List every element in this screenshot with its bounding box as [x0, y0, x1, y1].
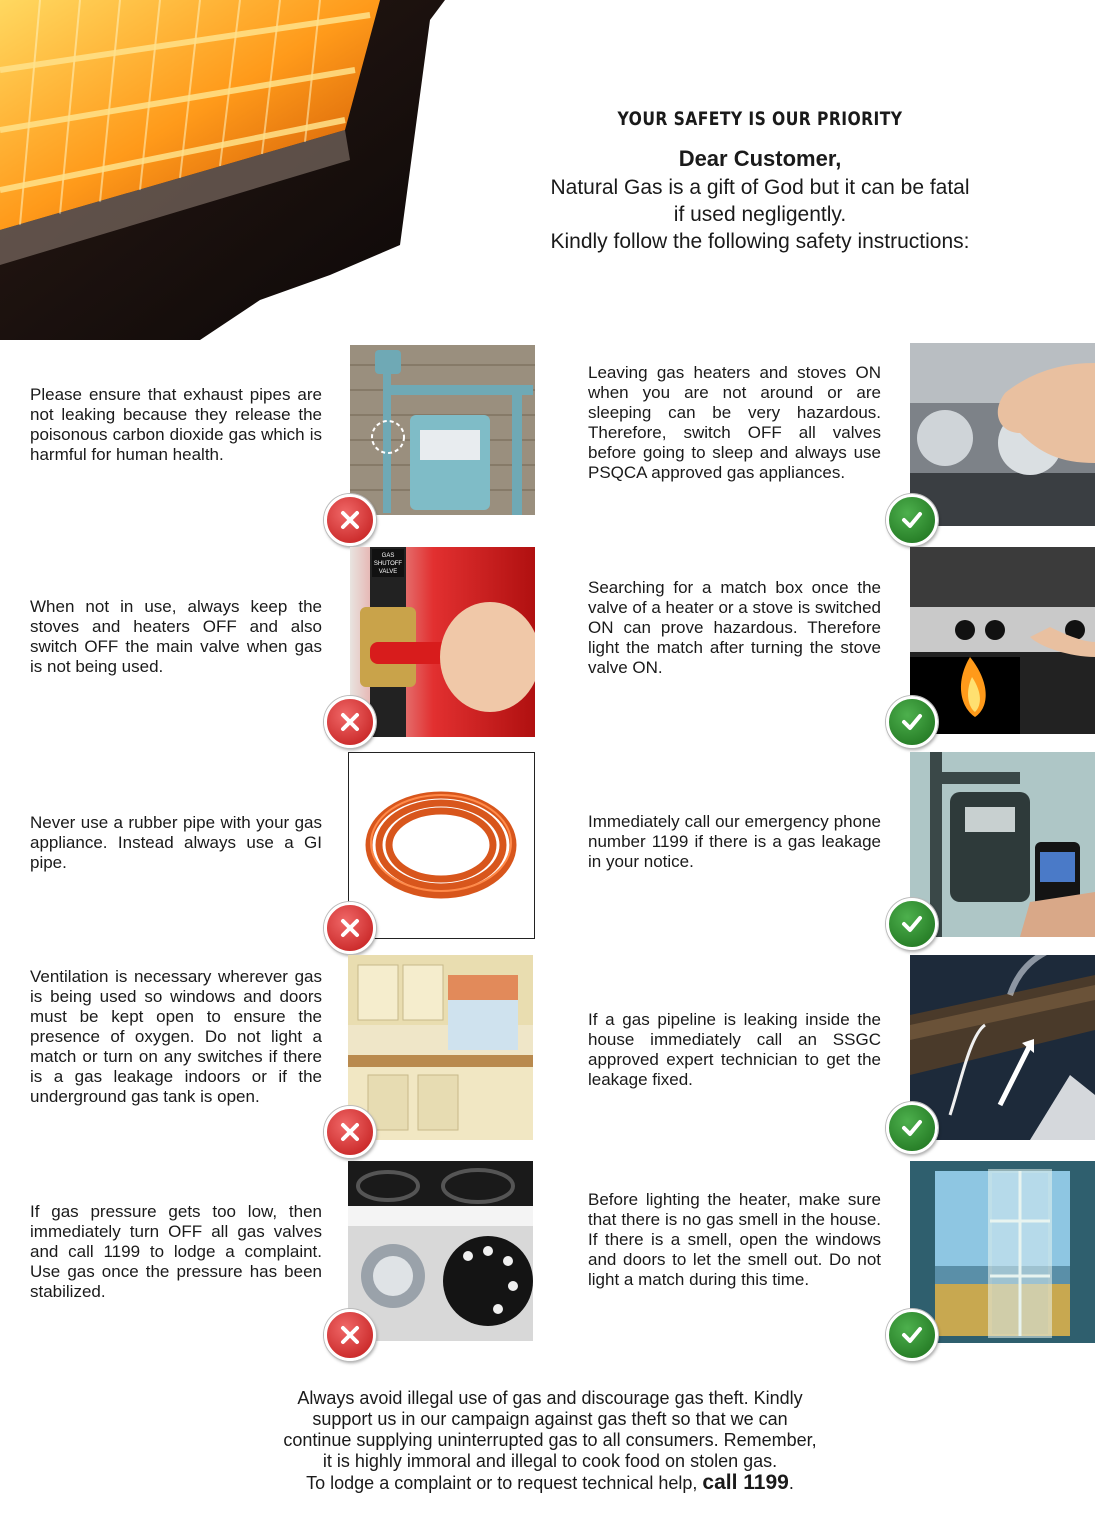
instruction-pipeline-leak: If a gas pipeline is leaking inside the house immediately call an SSGC approved expert technician to get the leakage fixed.	[588, 1010, 881, 1089]
dont-icon	[324, 696, 376, 748]
instruction-match-box: Searching for a match box once the valve of a heater or a stove is switched ON can prove hazardous. Therefore light the match after turning the stove valve ON.	[588, 578, 881, 677]
shutoff-valve-photo	[350, 547, 535, 737]
gas-meter-photo	[350, 345, 535, 515]
dont-icon	[324, 1106, 376, 1158]
instruction-rubber-pipe: Never use a rubber pipe with your gas appliance. Instead always use a GI pipe.	[30, 813, 322, 872]
intro-line-2: if used negligently.	[673, 203, 847, 226]
instruction-emergency-call: Immediately call our emergency phone number 1199 if there is a gas leakage in your notice.	[588, 812, 881, 871]
phone-meter-photo	[910, 752, 1095, 937]
valve-tag-line-2: SHUTOFF	[373, 561, 403, 567]
valve-tag-line-1: GAS	[381, 553, 395, 559]
intro-line-3: Kindly follow the following safety instructions:	[550, 230, 970, 253]
stove-knob-photo	[348, 1161, 533, 1341]
instruction-keep-off: When not in use, always keep the stoves and heaters OFF and also switch OFF the main valve when gas is not being used.	[30, 597, 322, 676]
do-icon	[886, 696, 938, 748]
instruction-exhaust-pipes: Please ensure that exhaust pipes are not leaking because they release the poisonous carbon dioxide gas which is harmful for human health.	[30, 385, 322, 464]
header	[500, 108, 1020, 255]
footer-line-1: Always avoid illegal use of gas and discourage gas theft. Kindly	[297, 1388, 803, 1408]
intro-line-1: Natural Gas is a gift of God but it can be fatal	[550, 176, 970, 199]
footer-lead: To lodge a complaint or to request technical help,	[306, 1473, 698, 1493]
do-icon	[886, 898, 938, 950]
footer-line-5	[200, 1472, 900, 1494]
do-icon	[886, 1102, 938, 1154]
instruction-switch-off-valves: Leaving gas heaters and stoves ON when you are not around or are sleeping can be very hazardous. Therefore, switch OFF all valves before going to sleep and always use PSQCA approved gas appliances.	[588, 363, 881, 482]
instruction-gas-smell: Before lighting the heater, make sure that there is no gas smell in the house. If there is a smell, open the windows and doors to let the smell out. Do not light a match during this time.	[588, 1190, 881, 1289]
safety-heading: YOUR SAFETY IS OUR PRIORITY	[617, 108, 903, 130]
kitchen-photo	[348, 955, 533, 1140]
dont-icon	[324, 494, 376, 546]
footer-notice	[200, 1388, 900, 1494]
dont-icon	[324, 1309, 376, 1361]
stove-hand-photo	[910, 343, 1095, 526]
heater-photo	[0, 0, 445, 340]
leaking-pipe-photo	[910, 955, 1095, 1140]
do-icon	[886, 494, 938, 546]
salutation: Dear Customer,	[678, 146, 842, 171]
call-number: call 1199	[702, 1471, 789, 1494]
rubber-pipe-photo	[348, 752, 535, 939]
footer-line-2: support us in our campaign against gas theft so that we can	[312, 1409, 788, 1429]
footer-line-4: it is highly immoral and illegal to cook food on stolen gas.	[322, 1451, 778, 1471]
instruction-low-pressure: If gas pressure gets too low, then immediately turn OFF all gas valves and call 1199 to lodge a complaint. Use gas once the pressure has been stabilized.	[30, 1202, 322, 1301]
stove-match-photo	[910, 547, 1095, 734]
open-window-photo	[910, 1161, 1095, 1343]
footer-period: .	[788, 1473, 794, 1493]
valve-tag-line-3: VALVE	[378, 569, 398, 575]
dont-icon	[324, 902, 376, 954]
do-icon	[886, 1309, 938, 1361]
instruction-ventilation: Ventilation is necessary wherever gas is being used so windows and doors must be kept open to ensure the presence of oxygen. Do not light a match or turn on any switches if there is a gas leakage indoors or if the underground gas tank is open.	[30, 967, 322, 1106]
footer-line-3: continue supplying uninterrupted gas to all consumers. Remember,	[283, 1430, 817, 1450]
